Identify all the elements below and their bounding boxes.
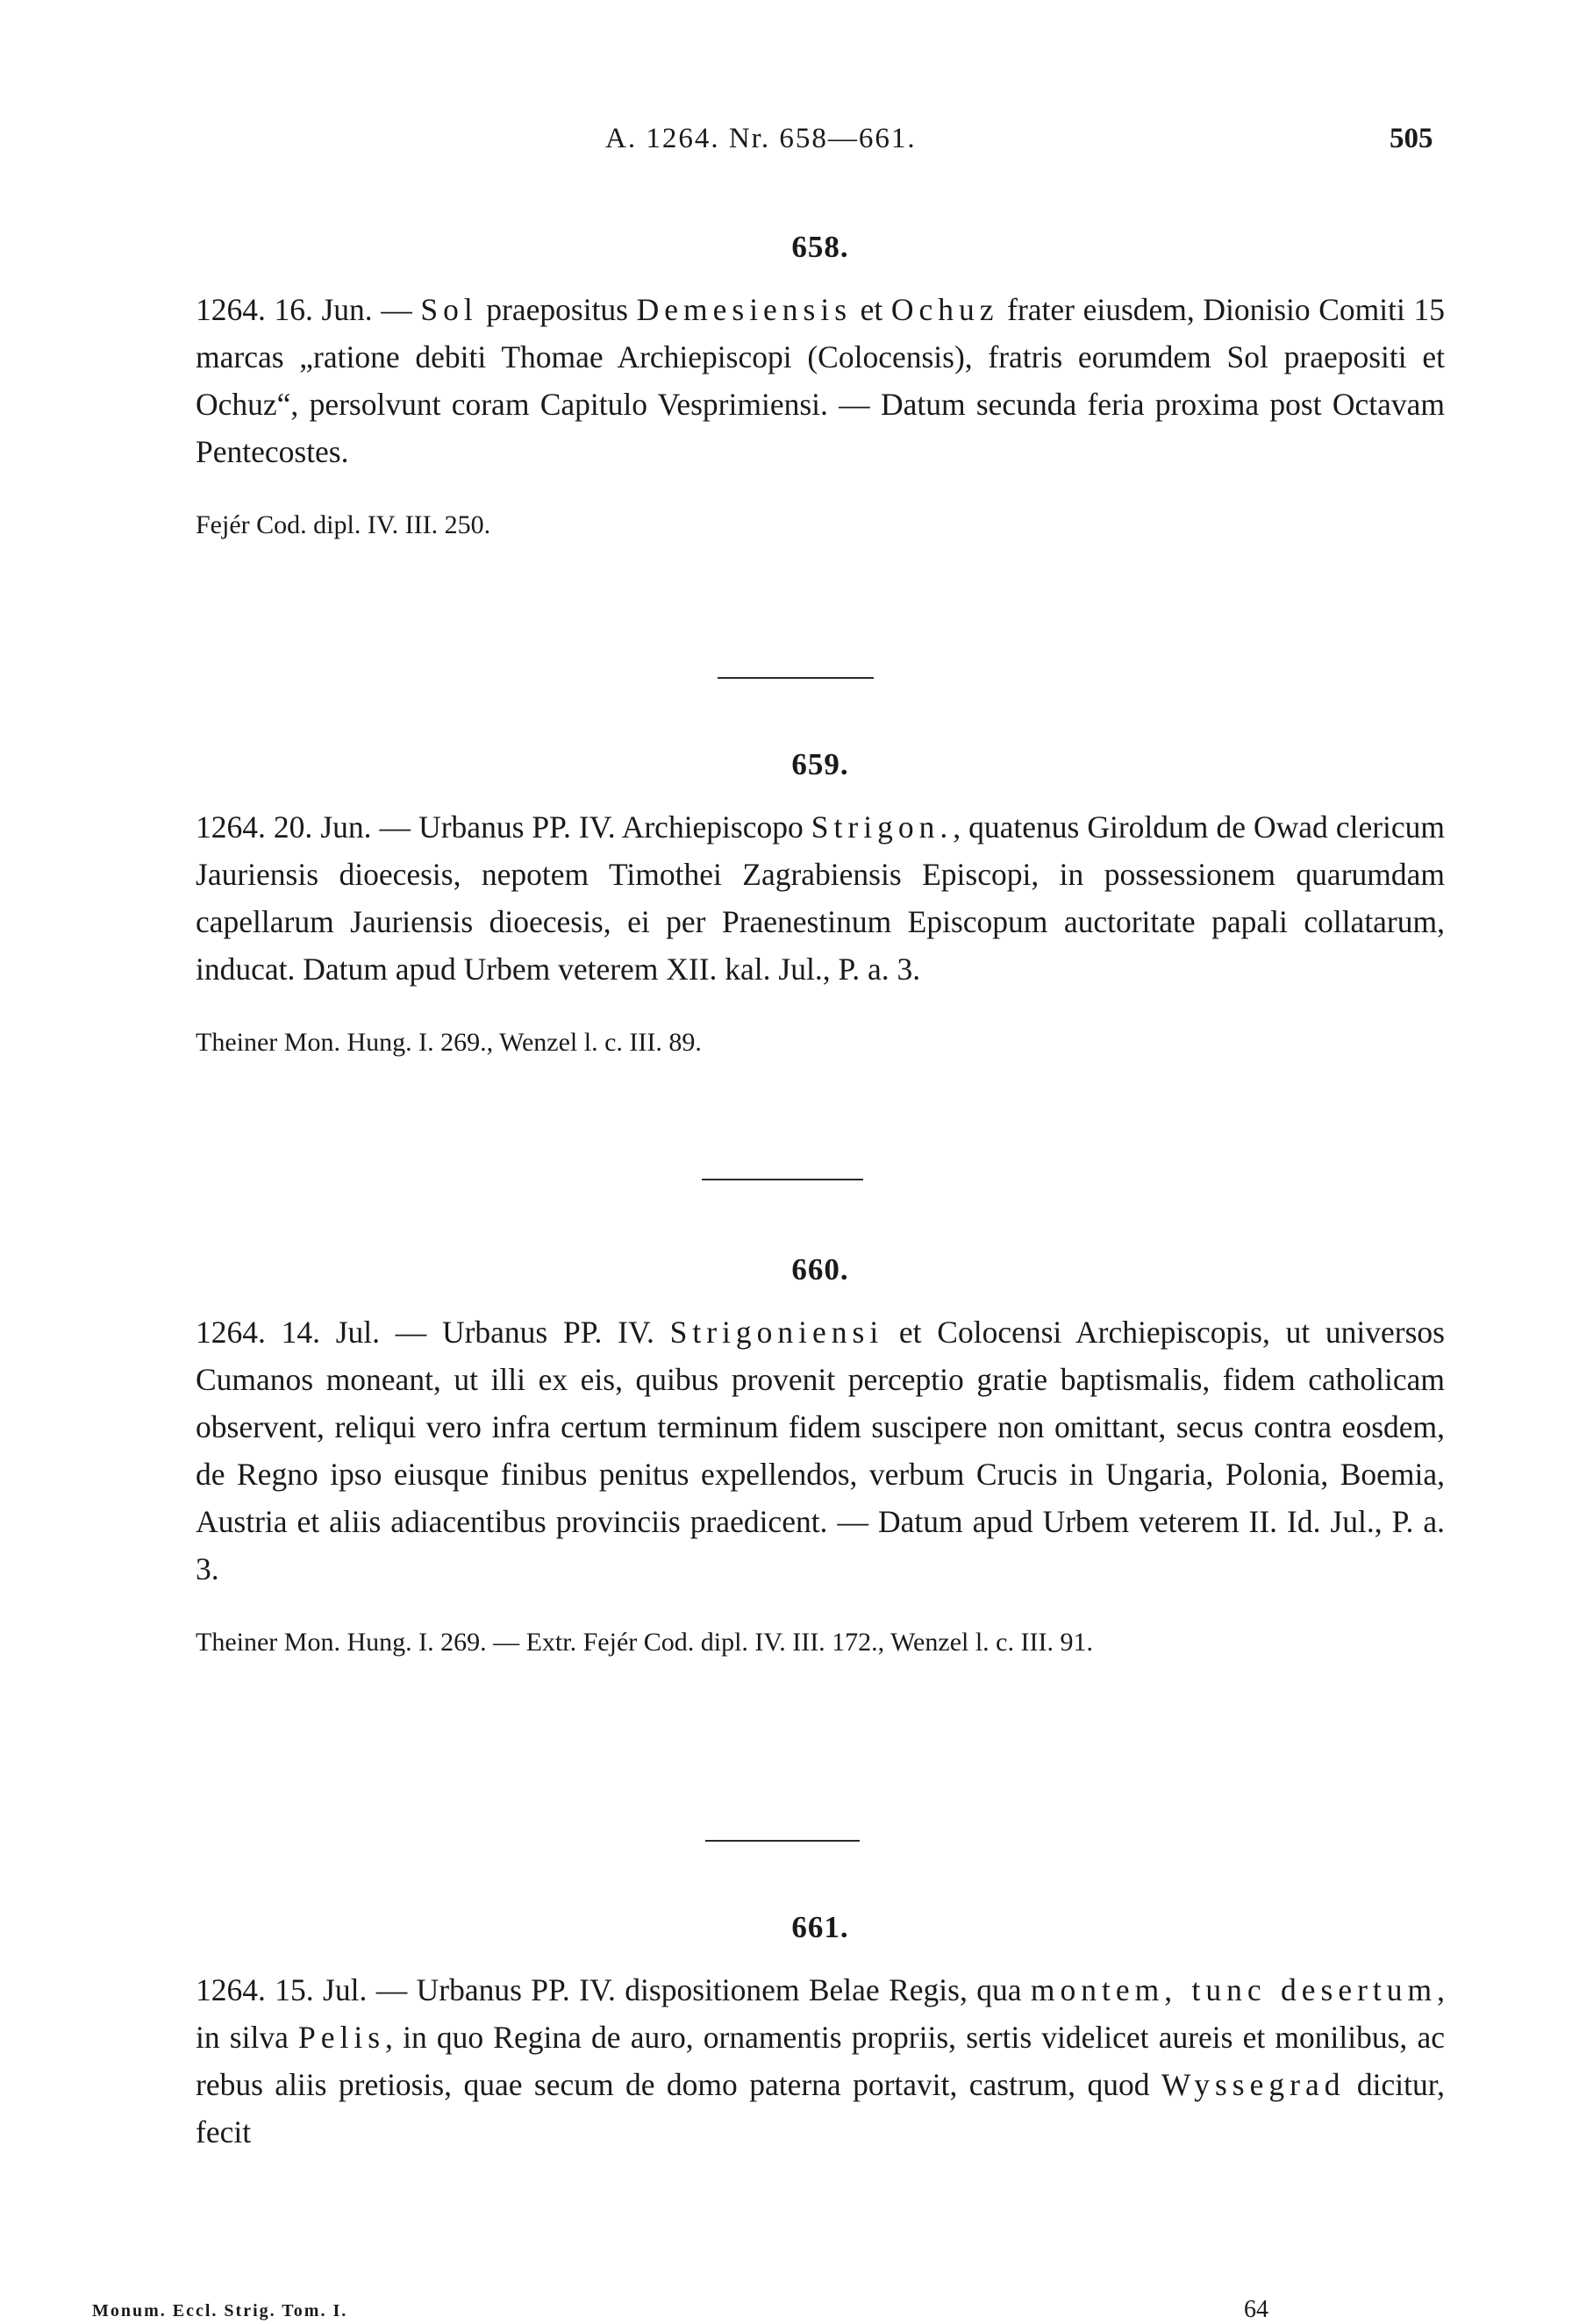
source-citation: Theiner Mon. Hung. I. 269., Wenzel l. c. III. 89. [196, 1028, 702, 1057]
text-run: dicitur, fecit [196, 2067, 1445, 2149]
text-run: 1264. 14. Jul. — Urbanus PP. IV. [196, 1315, 670, 1350]
entry-660 [196, 1252, 1445, 1663]
entry-text [196, 803, 1445, 993]
running-head-title: A. 1264. Nr. 658—661. [605, 123, 917, 154]
page-number: 505 [1390, 123, 1433, 154]
entry-number: 658. [791, 230, 849, 264]
entry-659 [196, 747, 1445, 1063]
spaced-name: Pelis [298, 2020, 386, 2055]
entry-number: 661. [791, 1910, 849, 1944]
text-run: frater eiusdem, Dionisio Comiti 15 marcas „ratione debiti Thomae Archiepiscopi (Colocensis), fratris eorumdem Sol praepositi et Ochuz“, persolvunt coram Capitulo Vesprimiensi. — Datum secunda feria proxima post Octavam Pentecostes. [196, 292, 1445, 469]
spaced-name: Sol [420, 292, 478, 327]
spaced-name: montem, tunc desertum [1030, 1972, 1438, 2007]
spaced-name: Ochuz [890, 292, 999, 327]
entry-658 [196, 230, 1445, 545]
spaced-name: Strigoniensi [669, 1315, 884, 1350]
text-run: , in quo Regina de auro, ornamentis propriis, sertis videlicet aureis et monilibus, ac rebus aliis pretiosis, quae secum de domo paterna portavit, castrum, quod [196, 2020, 1445, 2102]
source-citation: Theiner Mon. Hung. I. 269. — Extr. Fejér Cod. dipl. IV. III. 172., Wenzel l. c. III. 91. [196, 1628, 1093, 1657]
text-run: , quatenus Giroldum de Owad clericum Jauriensis dioecesis, nepotem Timothei Zagrabiensis Episcopi, in possessionem quarumdam capellarum Jauriensis dioecesis, ei per Praenestinum Episcopum auctoritate papali collatarum, inducat. Datum apud Urbem veterem XII. kal. Jul., P. a. 3. [196, 809, 1445, 987]
source-citation: Fejér Cod. dipl. IV. III. 250. [196, 510, 491, 539]
entry-text [196, 1308, 1445, 1593]
spaced-name: Demesiensis [636, 292, 853, 327]
entry-text [196, 286, 1445, 475]
section-divider [705, 1840, 860, 1842]
spaced-name: Wyssegrad [1161, 2067, 1346, 2102]
section-divider [718, 677, 874, 679]
text-run: , in silva [196, 1972, 1446, 2055]
text-run: et Colocensi Archiepiscopis, ut universos Cumanos moneant, ut illi ex eis, quibus provenit perceptio gratie baptismalis, fidem catholicam observent, reliqui vero infra certum terminum fidem suscipere non omittant, secus contra eosdem, de Regno ipso eiusque finibus penitus expellendos, verbum Crucis in Ungaria, Polonia, Boemia, Austria et aliis adiacentibus provinciis praedicent. — Datum apud Urbem veterem II. Id. Jul., P. a. 3. [196, 1315, 1445, 1586]
section-divider [702, 1179, 863, 1180]
spaced-name: Strigon. [811, 809, 954, 845]
entry-number: 660. [791, 1252, 849, 1287]
text-run: et [852, 292, 891, 327]
text-run: 1264. 16. Jun. — [196, 292, 421, 327]
text-run: praepositus [477, 292, 637, 327]
running-head [0, 123, 1579, 167]
signature-mark: Monum. Eccl. Strig. Tom. I. [92, 2301, 348, 2320]
text-run: 1264. 20. Jun. — Urbanus PP. IV. Archiepiscopo [196, 809, 811, 845]
entry-text [196, 1966, 1445, 2156]
folio-number: 64 [1244, 2296, 1268, 2323]
page-footer [0, 2296, 1579, 2324]
text-run: 1264. 15. Jul. — Urbanus PP. IV. dispositionem Belae Regis, qua [196, 1972, 1031, 2007]
entry-number: 659. [791, 747, 849, 781]
entry-661 [196, 1910, 1445, 2156]
